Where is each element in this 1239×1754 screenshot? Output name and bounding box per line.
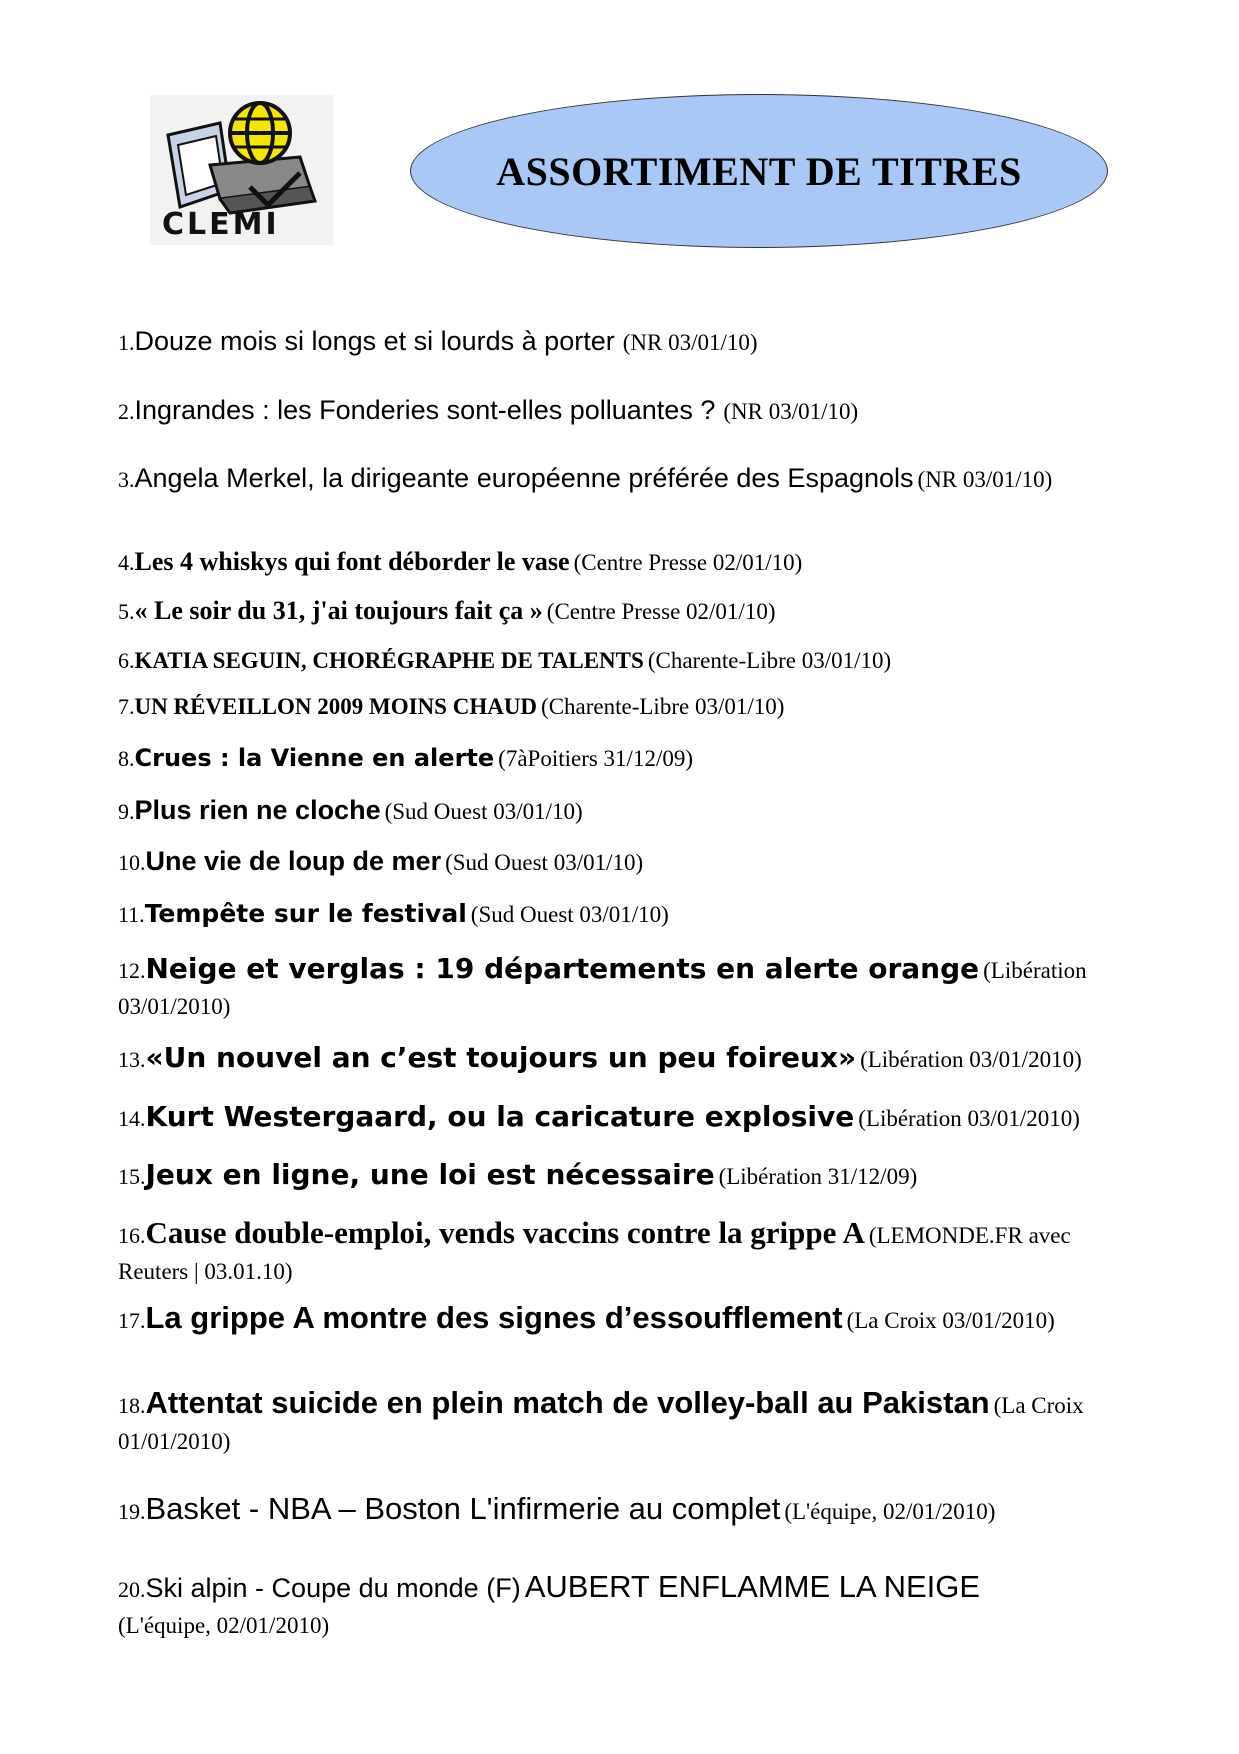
headline-text: Tempête sur le festival — [144, 899, 467, 928]
headline-item-9 — [118, 794, 1118, 831]
headline-text: Crues : la Vienne en alerte — [134, 744, 495, 772]
clemi-logo-text: CLEMI — [162, 207, 280, 242]
headline-item-10 — [118, 845, 1118, 882]
headline-source: (Libération 03/01/2010) — [118, 958, 1087, 1019]
headline-text: Ingrandes : les Fonderies sont-elles polluantes ? — [134, 395, 716, 425]
headline-source: (NR 03/01/10) — [723, 399, 859, 424]
headline-item-18 — [118, 1386, 1118, 1461]
headline-text: Cause double-emploi, vends vaccins contre la grippe A — [145, 1215, 865, 1250]
item-number: 9. — [118, 799, 135, 824]
item-number: 3. — [118, 467, 135, 492]
headline-source: (Libération 03/01/2010) — [860, 1047, 1082, 1072]
headline-text: Basket - NBA – Boston L'infirmerie au complet — [145, 1491, 781, 1526]
headline-text: Jeux en ligne, une loi est nécessaire — [145, 1158, 715, 1191]
headline-item-20 — [118, 1570, 1118, 1645]
headline-item-12 — [118, 952, 1118, 1026]
headline-source: (NR 03/01/10) — [622, 330, 758, 355]
headline-source: (Charente-Libre 03/01/10) — [541, 694, 785, 719]
headline-source: (La Croix 03/01/2010) — [846, 1308, 1055, 1333]
headline-text: Attentat suicide en plein match de volley-ball au Pakistan — [145, 1385, 990, 1420]
item-number: 18. — [118, 1393, 146, 1418]
item-number: 13. — [118, 1047, 146, 1072]
headline-item-15 — [118, 1158, 1118, 1196]
headline-source: (Libération 31/12/09) — [718, 1164, 918, 1189]
headline-source: (Sud Ouest 03/01/10) — [445, 850, 644, 875]
headline-source: (LEMONDE.FR avec Reuters | 03.01.10) — [118, 1223, 1071, 1284]
headline-text: Plus rien ne cloche — [134, 795, 381, 825]
headline-item-3 — [118, 462, 1118, 499]
headline-source: (NR 03/01/10) — [917, 467, 1053, 492]
headline-text: La grippe A montre des signes d’essoufflement — [145, 1300, 843, 1335]
headline-item-8 — [118, 742, 1118, 778]
headline-text: KATIA SEGUIN, CHORÉGRAPHE DE TALENTS — [134, 648, 644, 673]
clemi-logo — [150, 95, 333, 245]
headline-source: (Libération 03/01/2010) — [858, 1106, 1080, 1131]
headline-source: (7àPoitiers 31/12/09) — [498, 746, 693, 771]
headline-text: Douze mois si longs et si lourds à porter — [134, 326, 615, 356]
headline-text: Angela Merkel, la dirigeante européenne préférée des Espagnols — [134, 463, 914, 493]
item-number: 19. — [118, 1499, 146, 1524]
headline-item-13 — [118, 1041, 1118, 1079]
headline-item-17 — [118, 1301, 1118, 1340]
item-number: 17. — [118, 1308, 146, 1333]
headline-text: Ski alpin - Coupe du monde (F) — [145, 1573, 521, 1603]
headline-item-6 — [118, 644, 1118, 680]
item-number: 11. — [118, 902, 145, 927]
headline-item-11 — [118, 897, 1118, 934]
headline-source: (Centre Presse 02/01/10) — [573, 550, 803, 575]
headline-text: Neige et verglas : 19 départements en alerte orange — [145, 952, 980, 985]
headline-source: (Sud Ouest 03/01/10) — [384, 799, 583, 824]
headline-item-2 — [118, 394, 1118, 431]
item-number: 12. — [118, 958, 146, 983]
item-number: 6. — [118, 648, 135, 673]
headline-text: «Un nouvel an c’est toujours un peu foireux» — [145, 1041, 857, 1074]
headline-text: UN RÉVEILLON 2009 MOINS CHAUD — [134, 694, 538, 719]
item-number: 5. — [118, 599, 135, 624]
headline-item-16 — [118, 1216, 1118, 1291]
headline-item-19 — [118, 1492, 1118, 1531]
headline-source: (La Croix 01/01/2010) — [118, 1393, 1084, 1454]
headline-text: Les 4 whiskys qui font déborder le vase — [134, 547, 570, 576]
item-number: 2. — [118, 399, 135, 424]
headline-source: (L'équipe, 02/01/2010) — [118, 1613, 330, 1638]
item-number: 1. — [118, 330, 135, 355]
item-number: 7. — [118, 694, 135, 719]
headline-source: (Centre Presse 02/01/10) — [546, 599, 776, 624]
headline-item-14 — [118, 1100, 1118, 1138]
headline-item-7 — [118, 690, 1118, 726]
item-number: 4. — [118, 550, 135, 575]
page-title: ASSORTIMENT DE TITRES — [496, 148, 1022, 194]
headline-text: « Le soir du 31, j'ai toujours fait ça » — [134, 596, 543, 625]
headline-source: (L'équipe, 02/01/2010) — [784, 1499, 996, 1524]
item-number: 14. — [118, 1106, 146, 1131]
page-title-oval — [410, 94, 1108, 248]
headline-text: Kurt Westergaard, ou la caricature explosive — [145, 1100, 855, 1133]
headline-source: (Sud Ouest 03/01/10) — [470, 902, 669, 927]
headline-item-5 — [118, 594, 1118, 631]
item-number: 15. — [118, 1164, 146, 1189]
headline-text: Une vie de loup de mer — [145, 846, 442, 876]
headline-source: (Charente-Libre 03/01/10) — [647, 648, 892, 673]
item-number: 16. — [118, 1223, 146, 1248]
item-number: 8. — [118, 746, 135, 771]
headline-item-1 — [118, 325, 1118, 362]
item-number: 20. — [118, 1577, 146, 1602]
item-number: 10. — [118, 850, 146, 875]
headline-text-secondary: AUBERT ENFLAMME LA NEIGE — [524, 1569, 981, 1604]
headline-item-4 — [118, 545, 1118, 582]
